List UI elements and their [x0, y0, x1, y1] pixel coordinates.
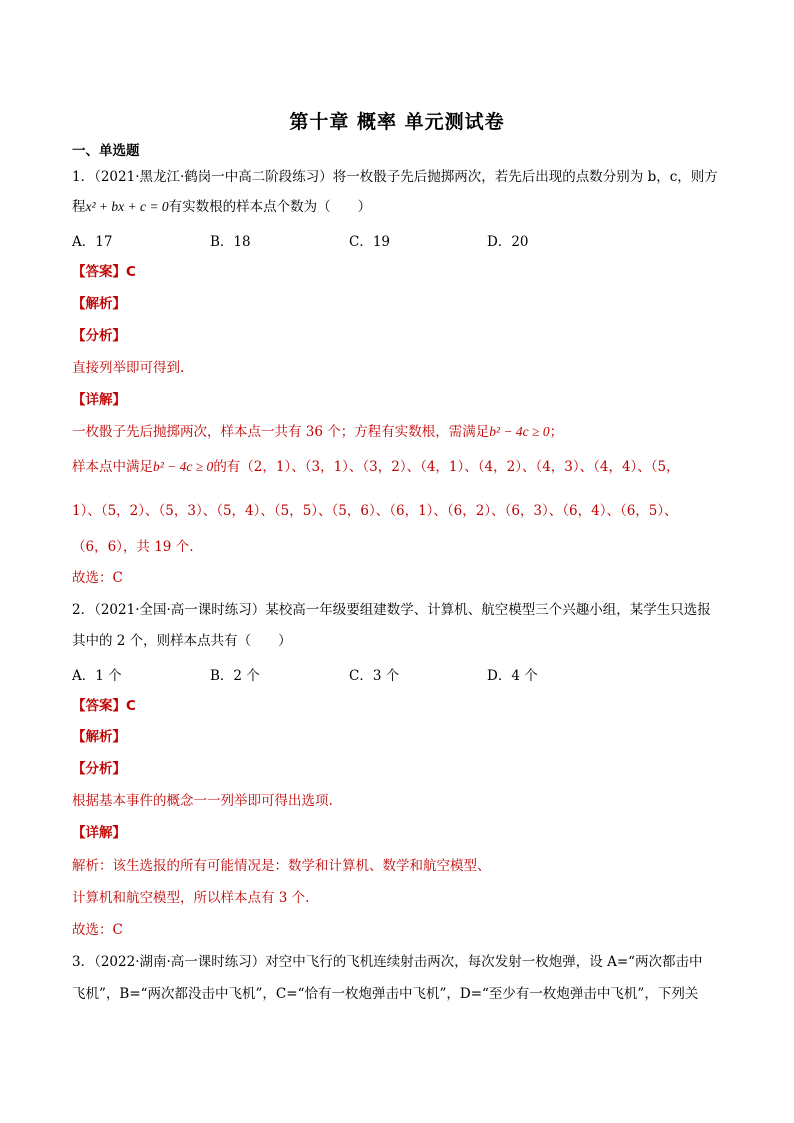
page-title: 第十章 概率 单元测试卷	[289, 111, 505, 133]
q2-fenxi-text: 根据基本事件的概念一一列举即可得出选项.	[72, 793, 333, 809]
q1-detail-line1	[72, 422, 732, 442]
q1-answer: 【答案】C	[72, 264, 136, 280]
q2-option-d: D．4 个	[487, 668, 538, 684]
section-heading: 一、单选题	[72, 143, 140, 159]
q2-option-a: A．1 个	[72, 668, 122, 684]
q1-fenxi-label: 【分析】	[72, 328, 126, 344]
q3-stem-line1: 3．（2022·湖南·高一课时练习）对空中飞行的飞机连续射击两次，每次发射一枚炮弹，设 A=“两次都击中	[72, 954, 703, 970]
q1-detail-line3: 1）、（5，2）、（5，3）、（5，4）、（5，5）、（5，6）、（6，1）、（6，2）、（6，3）、（6，4）、（6，5）、	[72, 503, 678, 519]
q2-answer: 【答案】C	[72, 698, 136, 714]
q1-detail1-inequality: b² − 4c ≥ 0	[489, 424, 550, 439]
q1-fenxi-text: 直接列举即可得到.	[72, 360, 185, 376]
q2-detail-line1: 解析：该生选报的所有可能情况是：数学和计算机、数学和航空模型、	[72, 858, 491, 874]
q1-stem-post: 有实数根的样本点个数为（ ）	[168, 199, 372, 215]
q1-detail2-inequality: b² − 4c ≥ 0	[153, 459, 214, 474]
q1-stem-pre: 程	[72, 199, 86, 215]
q1-equation: x² + bx + c = 0	[85, 199, 169, 214]
q1-stem-line2	[72, 197, 732, 217]
q1-detail-line2	[72, 457, 732, 477]
q1-conclusion: 故选：C	[72, 570, 123, 586]
q1-stem-line1: 1．（2021·黑龙江·鹤岗一中高二阶段练习）将一枚骰子先后抛掷两次，若先后出现的点数分别为 b，c，则方	[72, 169, 718, 185]
q1-option-c: C．19	[349, 234, 391, 250]
q1-xiangjie-label: 【详解】	[72, 392, 126, 408]
q1-detail2-a: 样本点中满足	[72, 459, 153, 475]
q1-jiexi-label: 【解析】	[72, 296, 126, 312]
q2-option-b: B．2 个	[210, 668, 260, 684]
q1-option-b: B．18	[210, 234, 251, 250]
q2-stem-line2: 其中的 2 个，则样本点共有（ ）	[72, 633, 292, 649]
q2-fenxi-label: 【分析】	[72, 761, 126, 777]
q2-xiangjie-label: 【详解】	[72, 825, 126, 841]
q2-conclusion: 故选：C	[72, 922, 123, 938]
q3-stem-line2: 飞机”，B=“两次都没击中飞机”，C=“恰有一枚炮弹击中飞机”，D=“至少有一枚炮弹击中飞机”，下列关	[72, 986, 699, 1002]
q1-detail1-a: 一枚骰子先后抛掷两次，样本点一共有 36 个；方程有实数根，需满足	[72, 424, 490, 440]
q1-detail-line4: （6，6），共 19 个.	[72, 539, 194, 555]
q1-option-d: D．20	[487, 234, 529, 250]
q2-detail-line2: 计算机和航空模型，所以样本点有 3 个.	[72, 890, 310, 906]
q1-detail1-b: ；	[549, 424, 564, 440]
q2-jiexi-label: 【解析】	[72, 729, 126, 745]
q1-detail2-b: 的有（2，1）、（3，1）、（3，2）、（4，1）、（4，2）、（4，3）、（4，4）、（5，	[213, 459, 680, 475]
q1-option-a: A．17	[72, 234, 113, 250]
q2-stem-line1: 2．（2021·全国·高一课时练习）某校高一年级要组建数学、计算机、航空模型三个兴趣小组，某学生只选报	[72, 602, 711, 618]
q2-option-c: C．3 个	[349, 668, 400, 684]
